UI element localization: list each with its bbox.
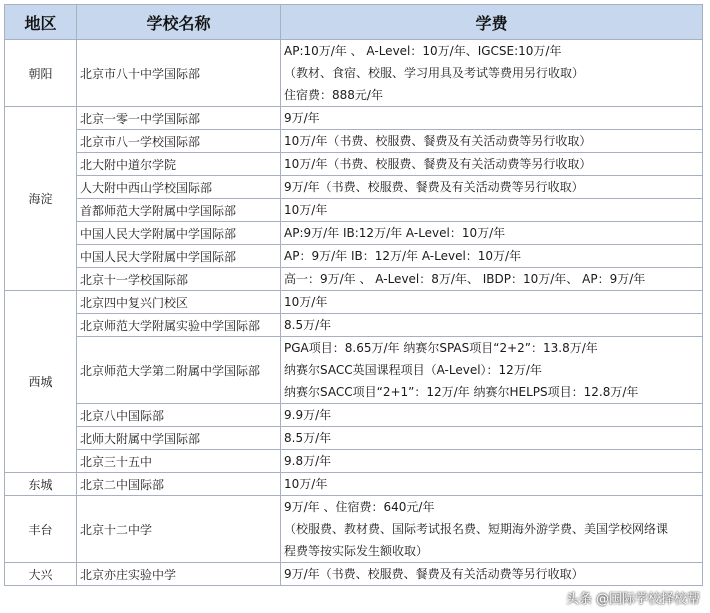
school-name-cell: 北京一零一中学国际部	[77, 107, 281, 130]
district-cell: 朝阳	[5, 40, 77, 107]
tuition-line: 10万/年	[284, 477, 328, 491]
tuition-cell	[281, 291, 703, 314]
table-row	[5, 107, 703, 130]
tuition-line: 9万/年 、住宿费：640元/年	[284, 500, 435, 514]
table-body	[5, 40, 703, 586]
table-row	[5, 337, 703, 404]
table-row	[5, 153, 703, 176]
school-name-cell: 北京三十五中	[77, 450, 281, 473]
school-name-cell: 北京八中国际部	[77, 404, 281, 427]
tuition-cell	[281, 314, 703, 337]
tuition-line: PGA项目：8.65万/年 纳赛尔SPAS项目“2+2”：13.8万/年	[284, 341, 598, 355]
tuition-line: 9万/年（书费、校服费、餐费及有关活动费等另行收取）	[284, 180, 584, 194]
table-row	[5, 291, 703, 314]
table-row	[5, 473, 703, 496]
tuition-line: 10万/年	[284, 203, 328, 217]
school-name-cell: 北京市八一学校国际部	[77, 130, 281, 153]
tuition-cell	[281, 107, 703, 130]
tuition-line: AP:9万/年 IB:12万/年 A-Level：10万/年	[284, 226, 506, 240]
tuition-line: （教材、食宿、校服、学习用具及考试等费用另行收取）	[284, 66, 585, 80]
header-district: 地区	[5, 5, 77, 40]
header-tuition: 学费	[281, 5, 703, 40]
watermark: 头条 @国际学校择校帮	[565, 592, 700, 607]
table-row	[5, 268, 703, 291]
tuition-line: AP：9万/年 IB：12万/年 A-Level：10万/年	[284, 249, 522, 263]
district-cell: 东城	[5, 473, 77, 496]
tuition-cell	[281, 563, 703, 586]
table-row	[5, 40, 703, 107]
header-school-name: 学校名称	[77, 5, 281, 40]
school-name-cell: 北京十一学校国际部	[77, 268, 281, 291]
table-row	[5, 404, 703, 427]
tuition-cell	[281, 40, 703, 107]
tuition-line: AP:10万/年 、 A-Level：10万/年、IGCSE:10万/年	[284, 44, 562, 58]
district-cell: 丰台	[5, 496, 77, 563]
tuition-line: 住宿费：888元/年	[284, 88, 383, 102]
tuition-line: 10万/年（书费、校服费、餐费及有关活动费等另行收取）	[284, 134, 592, 148]
school-name-cell: 北京四中复兴门校区	[77, 291, 281, 314]
tuition-table	[4, 4, 703, 586]
school-name-cell: 中国人民大学附属中学国际部	[77, 222, 281, 245]
tuition-cell	[281, 404, 703, 427]
tuition-cell	[281, 199, 703, 222]
tuition-line: 高一：9万/年 、 A-Level：8万/年、 IBDP：10万/年、 AP：9万/年	[284, 272, 646, 286]
tuition-line: 9.9万/年	[284, 408, 332, 422]
tuition-cell	[281, 153, 703, 176]
school-name-cell: 北京市八十中学国际部	[77, 40, 281, 107]
tuition-line: 程费等按实际发生额收取）	[284, 544, 429, 558]
table-row	[5, 222, 703, 245]
tuition-cell	[281, 496, 703, 563]
tuition-cell	[281, 222, 703, 245]
tuition-cell	[281, 268, 703, 291]
tuition-cell	[281, 427, 703, 450]
table-row	[5, 130, 703, 153]
district-cell: 海淀	[5, 107, 77, 291]
tuition-line: 纳赛尔SACC英国课程项目（A-Level）：12万/年	[284, 363, 542, 377]
tuition-line: 9.8万/年	[284, 454, 332, 468]
table-row	[5, 427, 703, 450]
tuition-line: 10万/年	[284, 295, 328, 309]
table-row	[5, 314, 703, 337]
table-row	[5, 199, 703, 222]
tuition-line: 9万/年（书费、校服费、餐费及有关活动费等另行收取）	[284, 567, 584, 581]
school-name-cell: 北京二中国际部	[77, 473, 281, 496]
tuition-cell	[281, 473, 703, 496]
district-cell: 大兴	[5, 563, 77, 586]
tuition-line: 纳赛尔SACC项目“2+1”：12万/年 纳赛尔HELPS项目：12.8万/年	[284, 385, 639, 399]
school-name-cell: 北大附中道尔学院	[77, 153, 281, 176]
tuition-line: （校服费、教材费、国际考试报名费、短期海外游学费、美国学校网络课	[284, 522, 669, 536]
tuition-cell	[281, 337, 703, 404]
school-name-cell: 北京师范大学第二附属中学国际部	[77, 337, 281, 404]
tuition-line: 10万/年（书费、校服费、餐费及有关活动费等另行收取）	[284, 157, 592, 171]
table-row	[5, 245, 703, 268]
tuition-line: 8.5万/年	[284, 318, 332, 332]
school-name-cell: 首都师范大学附属中学国际部	[77, 199, 281, 222]
tuition-cell	[281, 450, 703, 473]
tuition-line: 8.5万/年	[284, 431, 332, 445]
tuition-line: 9万/年	[284, 111, 320, 125]
school-name-cell: 人大附中西山学校国际部	[77, 176, 281, 199]
table-row	[5, 563, 703, 586]
tuition-cell	[281, 130, 703, 153]
school-name-cell: 北京十二中学	[77, 496, 281, 563]
school-name-cell: 北师大附属中学国际部	[77, 427, 281, 450]
school-name-cell: 北京师范大学附属实验中学国际部	[77, 314, 281, 337]
table-row	[5, 496, 703, 563]
district-cell: 西城	[5, 291, 77, 473]
table-row	[5, 450, 703, 473]
tuition-cell	[281, 245, 703, 268]
tuition-cell	[281, 176, 703, 199]
school-name-cell: 中国人民大学附属中学国际部	[77, 245, 281, 268]
table-row	[5, 176, 703, 199]
school-name-cell: 北京亦庄实验中学	[77, 563, 281, 586]
